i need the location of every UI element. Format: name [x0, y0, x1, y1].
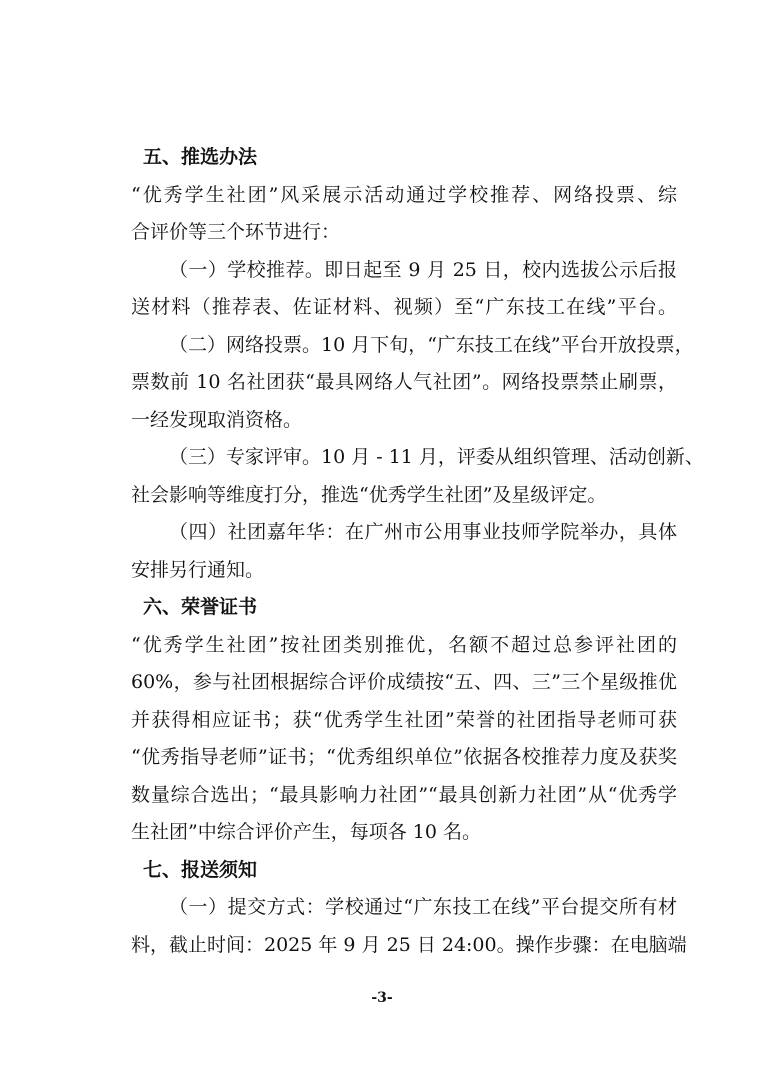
paragraph-line: “优秀学生社团”风采展示活动通过学校推荐、网络投票、综 — [131, 184, 677, 206]
paragraph-line: 票数前 10 名社团获“最具网络人气社团”。网络投票禁止刷票， — [131, 371, 677, 393]
paragraph-line: “优秀指导老师”证书；“优秀组织单位”依据各校推荐力度及获奖 — [131, 746, 677, 768]
paragraph-line: 合评价等三个环节进行： — [131, 221, 341, 243]
paragraph-line: （四）社团嘉年华：在广州市公用事业技师学院举办，具体 — [169, 521, 677, 543]
paragraph-line: 生社团”中综合评价产生，每项各 10 名。 — [131, 821, 481, 843]
paragraph-line: 送材料（推荐表、佐证材料、视频）至“广东技工在线”平台。 — [131, 296, 677, 318]
paragraph-line: 一经发现取消资格。 — [131, 409, 303, 431]
page-number: -3- — [371, 990, 393, 1006]
section-7-heading: 七、报送须知 — [143, 859, 258, 881]
paragraph-line: 数量综合选出；“最具影响力社团”“最具创新力社团”从“优秀学 — [131, 784, 677, 806]
paragraph-line: “优秀学生社团”按社团类别推优，名额不超过总参评社团的 — [131, 634, 677, 656]
paragraph-line: 安排另行通知。 — [131, 559, 265, 581]
paragraph-line: （二）网络投票。10 月下旬，“广东技工在线”平台开放投票， — [169, 334, 694, 356]
paragraph-line: （一）学校推荐。即日起至 9 月 25 日，校内选拔公示后报 — [169, 259, 677, 281]
section-5-heading: 五、推选办法 — [143, 146, 258, 168]
paragraph-line: （一）提交方式：学校通过“广东技工在线”平台提交所有材 — [169, 896, 677, 918]
paragraph-line: 并获得相应证书；获“优秀学生社团”荣誉的社团指导老师可获 — [131, 709, 677, 731]
paragraph-line: 60%，参与社团根据综合评价成绩按“五、四、三”三个星级推优 — [131, 671, 677, 693]
paragraph-line: （三）专家评审。10 月 - 11 月，评委从组织管理、活动创新、 — [169, 446, 704, 468]
section-6-heading: 六、荣誉证书 — [143, 596, 258, 618]
paragraph-line: 社会影响等维度打分，推选“优秀学生社团”及星级评定。 — [131, 484, 607, 506]
paragraph-line: 料，截止时间：2025 年 9 月 25 日 24:00。操作步骤：在电脑端 — [131, 934, 687, 956]
